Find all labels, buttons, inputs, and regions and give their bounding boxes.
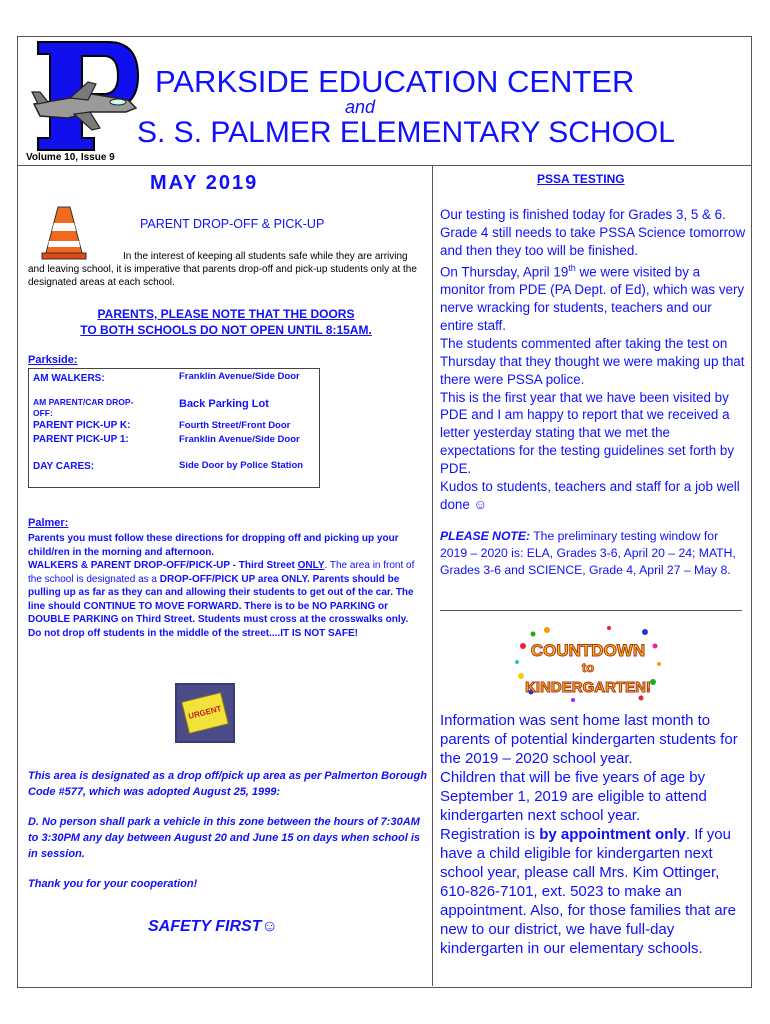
parkside-where-2: Fourth Street/Front Door bbox=[179, 420, 291, 431]
parkside-who-0: AM WALKERS: bbox=[33, 373, 105, 384]
parkside-where-0: Franklin Avenue/Side Door bbox=[179, 371, 300, 382]
palmer-p1: Parents you must follow these directions for dropping off and picking up your child/ren in the morning and afternoon. bbox=[28, 533, 399, 558]
palmer-p2a: WALKERS & PARENT DROP-OFF/PICK-UP - Third Street bbox=[28, 560, 298, 571]
parkside-table bbox=[28, 368, 320, 488]
palmer-only: ONLY bbox=[297, 560, 325, 571]
school-title-2: S. S. PALMER ELEMENTARY SCHOOL bbox=[137, 116, 675, 149]
borough-p1: This area is designated as a drop off/pick up area as per Palmerton Borough Code #577, which was adopted August 25, 1999: bbox=[28, 770, 427, 798]
pssa-p1: Our testing is finished today for Grades 3, 5 & 6. Grade 4 still needs to take PSSA Science tomorrow and then they too will be finished. bbox=[440, 207, 746, 258]
dropoff-title: PARENT DROP-OFF & PICK-UP bbox=[140, 217, 325, 231]
palmer-label: Palmer: bbox=[28, 517, 69, 529]
safety-first: SAFETY FIRST☺ bbox=[148, 918, 278, 935]
pssa-p2: On Thursday, April 19th we were visited by a monitor from PDE (PA Dept. of Ed), which was very nerve wracking for students, teachers and our entire staff. bbox=[440, 262, 745, 333]
doors-notice-line1: PARENTS, PLEASE NOTE THAT THE DOORS bbox=[97, 307, 355, 321]
parkside-who-3: PARENT PICK-UP 1: bbox=[33, 434, 129, 445]
kindergarten-body bbox=[440, 711, 746, 958]
borough-code bbox=[28, 768, 428, 892]
pssa-body bbox=[440, 206, 746, 514]
palmer-instructions bbox=[28, 532, 424, 640]
parkside-where-1: Back Parking Lot bbox=[179, 398, 269, 410]
pssa-note: PLEASE NOTE: The preliminary testing window for 2019 – 2020 is: ELA, Grades 3-6, April 20 – 24; MATH, Grades 3-6 and SCIENCE, Grade 4, April 27 – May 8. bbox=[440, 529, 736, 578]
pssa-title: PSSA TESTING bbox=[537, 172, 625, 186]
parkside-who-4: DAY CARES: bbox=[33, 461, 95, 472]
urgent-label: URGENT bbox=[187, 704, 223, 721]
doors-notice-line2: TO BOTH SCHOOLS DO NOT OPEN UNTIL 8:15AM. bbox=[80, 323, 372, 337]
countdown-line2: to bbox=[581, 660, 595, 675]
parkside-label: Parkside: bbox=[28, 354, 78, 366]
pssa-p5: Kudos to students, teachers and staff for a job well done ☺ bbox=[440, 479, 740, 512]
borough-p2: D. No person shall park a vehicle in this zone between the hours of 7:30AM to 3:30PM any day between August 20 and June 15 on days when school is in session. bbox=[28, 816, 421, 860]
volume-issue: Volume 10, Issue 9 bbox=[26, 152, 115, 163]
doors-notice bbox=[28, 306, 424, 338]
header-divider bbox=[18, 165, 751, 166]
parkside-where-4: Side Door by Police Station bbox=[179, 460, 304, 471]
dropoff-intro: In the interest of keeping all students safe while they are arriving and leaving school, it is imperative that parents drop-off and pick-up students only at the designated areas at each school. bbox=[28, 251, 417, 288]
countdown-line1: COUNTDOWN bbox=[530, 641, 646, 660]
pssa-p4: This is the first year that we have been visited by PDE and I am happy to report that we received a letter yesterday stating that we met the expectations for the testing guidelines set forth by PDE. bbox=[440, 389, 735, 477]
kg-p1: Information was sent home last month to parents of potential kindergarten students for the 2019 – 2020 school year. bbox=[440, 712, 738, 767]
palmer-p2d: DROP-OFF/PICK UP area ONLY. Parents should be pulling up as far as they can and allowing their students to get out of the car. The line should CONTINUE TO MOVE FORWARD. There is to be NO PARKING or DOUBLE PARKING on Third Street. Students must cross at the crosswalks only. Do not drop off students in the middle of the street....IT IS NOT SAFE! bbox=[28, 573, 414, 639]
kg-p2: Children that will be five years of age by September 1, 2019 are eligible to attend kindergarten next school year. bbox=[440, 769, 707, 824]
newsletter-month: MAY 2019 bbox=[150, 172, 259, 194]
parkside-who-2: PARENT PICK-UP K: bbox=[33, 420, 131, 431]
parkside-who-1: AM PARENT/CAR DROP-OFF: bbox=[33, 397, 134, 418]
column-divider bbox=[432, 165, 433, 986]
kg-p3: Registration is by appointment only. If you have a child eligible for kindergarten next school year, please call Mrs. Kim Ottinger, 610-826-7101, ext. 5023 to make an appointment. Also, for those families that are new to our district, we have full-day kindergarten in our elementary schools. bbox=[440, 826, 736, 957]
urgent-note-image bbox=[175, 683, 235, 743]
parkside-p-logo bbox=[30, 38, 145, 156]
borough-thanks: Thank you for your cooperation! bbox=[28, 878, 198, 890]
pssa-p3: The students commented after taking the test on Thursday that they thought we were making up that there were PSSA police. bbox=[440, 335, 745, 387]
school-title-1: PARKSIDE EDUCATION CENTER bbox=[155, 64, 635, 99]
countdown-line3: KINDERGARTEN! bbox=[525, 679, 651, 696]
countdown-kindergarten-graphic bbox=[513, 626, 663, 704]
parkside-where-3: Franklin Avenue/Side Door bbox=[179, 434, 300, 445]
right-divider bbox=[440, 610, 742, 611]
title-and: and bbox=[345, 97, 376, 117]
palmer-p2c: . The area in front of the school is designated as a bbox=[28, 560, 415, 585]
